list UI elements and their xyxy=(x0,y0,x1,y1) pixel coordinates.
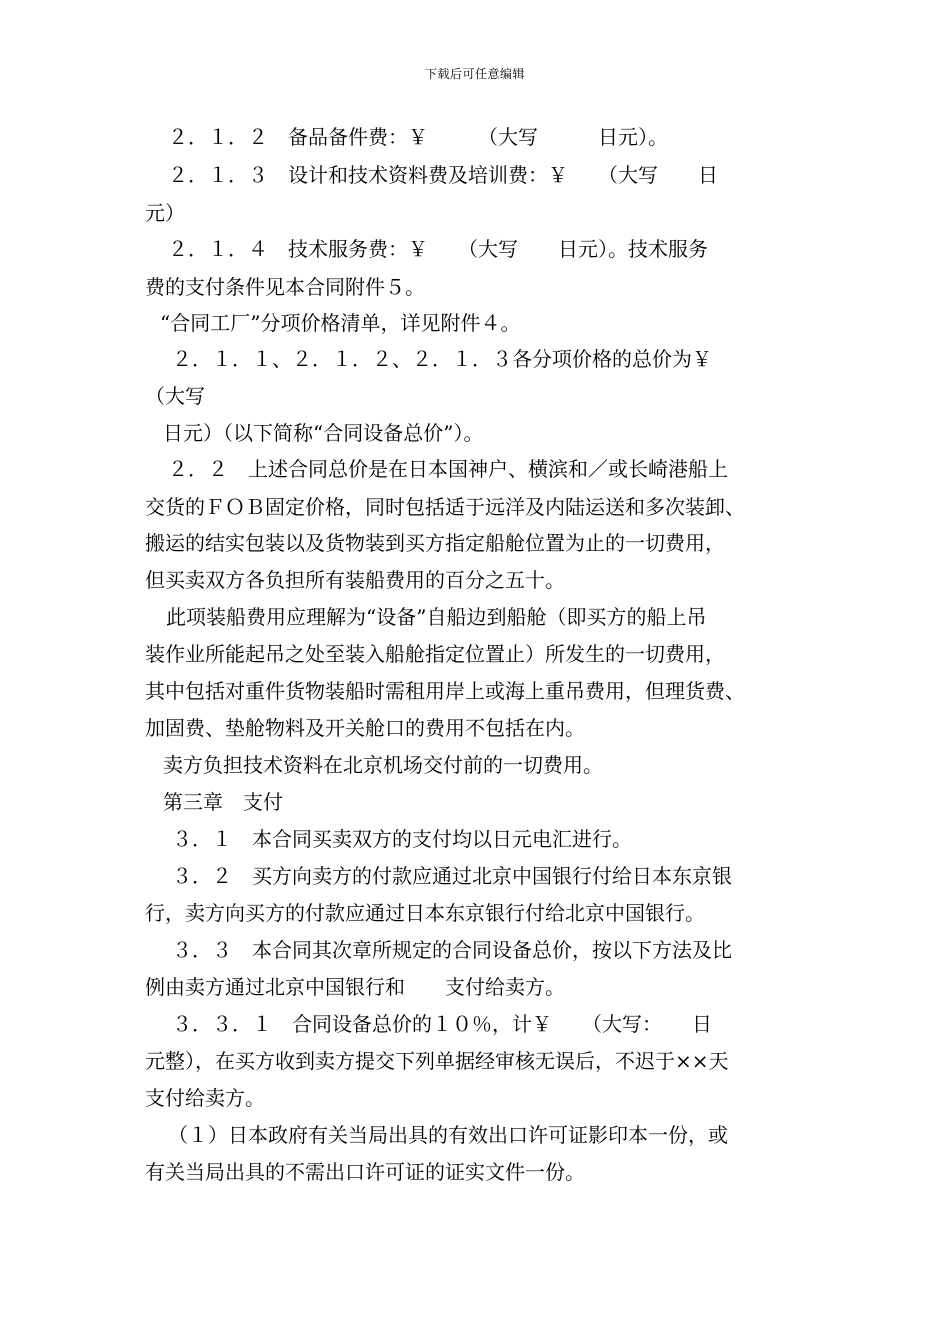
text-line: 元整），在买方收到卖方提交下列单据经审核无误后，不迟于××天 xyxy=(145,1049,729,1073)
text-line: ３．１ 本合同买卖双方的支付均以日元电汇进行。 xyxy=(172,827,632,851)
text-line: ２．１．４ 技术服务费：￥ （大写 日元）。技术服务 xyxy=(168,237,708,261)
text-line: ３．３．１ 合同设备总价的１０％，计￥ （大写： 日 xyxy=(172,1012,712,1036)
text-line: 费的支付条件见本合同附件５。 xyxy=(145,275,425,299)
text-line: “合同工厂”分项价格清单，详见附件４。 xyxy=(160,311,521,335)
text-line: 卖方负担技术资料在北京机场交付前的一切费用。 xyxy=(163,753,603,777)
text-line: ２．１．１、２．１．２、２．１．３各分项价格的总价为￥ xyxy=(172,347,712,371)
text-line: ２．１．３ 设计和技术资料费及培训费：￥ （大写 日 xyxy=(168,163,718,187)
text-line: 加固费、垫舱物料及开关舱口的费用不包括在内。 xyxy=(145,716,585,740)
page-header: 下载后可任意编辑 xyxy=(424,67,525,81)
text-line: 行，卖方向买方的付款应通过日本东京银行付给北京中国银行。 xyxy=(145,901,705,925)
text-line: ２．２ 上述合同总价是在日本国神户、横滨和／或长崎港船上 xyxy=(168,457,728,481)
text-line: 有关当局出具的不需出口许可证的证实文件一份。 xyxy=(145,1160,585,1184)
text-line: ３．２ 买方向卖方的付款应通过北京中国银行付给日本东京银 xyxy=(172,864,732,888)
text-line: 装作业所能起吊之处至装入船舱指定位置止）所发生的一切费用， xyxy=(145,642,725,666)
text-line: 元） xyxy=(145,201,185,225)
text-line: 其中包括对重件货物装船时需租用岸上或海上重吊费用，但理货费、 xyxy=(145,679,745,703)
text-line: 交货的ＦＯＢ固定价格，同时包括适于远洋及内陆运送和多次装卸、 xyxy=(145,495,745,519)
text-line: ３．３ 本合同其次章所规定的合同设备总价，按以下方法及比 xyxy=(172,938,732,962)
text-line: （大写 xyxy=(145,384,205,408)
text-line: ２．１．２ 备品备件费：￥ （大写 日元）。 xyxy=(168,125,668,149)
text-line: 例由卖方通过北京中国银行和 支付给卖方。 xyxy=(145,975,565,999)
text-line: 搬运的结实包装以及货物装到买方指定船舱位置为止的一切费用， xyxy=(145,531,725,555)
chapter-heading: 第三章 支付 xyxy=(163,790,283,814)
text-line: 日元）（以下简称“合同设备总价”）。 xyxy=(163,421,484,445)
text-line: 支付给卖方。 xyxy=(145,1086,265,1110)
text-line: （１）日本政府有关当局出具的有效出口许可证影印本一份，或 xyxy=(168,1123,728,1147)
text-line: 但买卖双方各负担所有装船费用的百分之五十。 xyxy=(145,568,565,592)
text-line: 此项装船费用应理解为“设备”自船边到船舱（即买方的船上吊 xyxy=(166,605,707,629)
